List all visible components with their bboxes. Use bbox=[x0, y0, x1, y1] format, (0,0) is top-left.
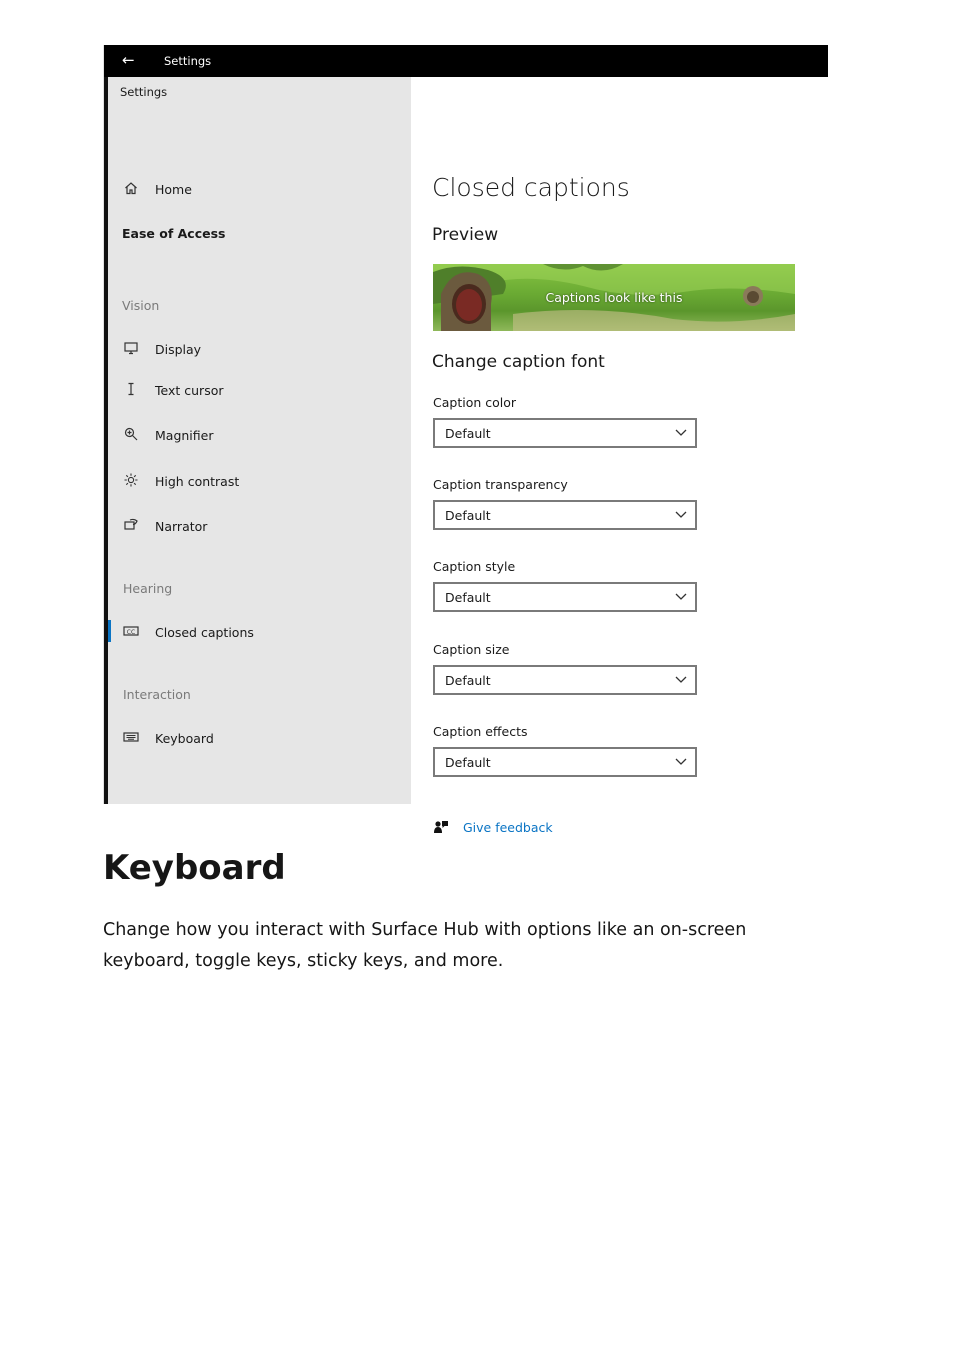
home-icon bbox=[122, 181, 140, 199]
sidebar-item-magnifier[interactable] bbox=[120, 421, 405, 451]
svg-text:CC: CC bbox=[126, 629, 136, 636]
magnifier-icon bbox=[122, 427, 140, 445]
caption-color-label: Caption color bbox=[433, 395, 517, 410]
section-description: Change how you interact with Surface Hub with options like an on-screen keyboard, toggle keys, sticky keys, and more. bbox=[103, 920, 747, 971]
caption-effects-dropdown[interactable] bbox=[433, 747, 697, 777]
back-arrow-icon[interactable]: ← bbox=[122, 51, 135, 69]
sidebar-item-display[interactable] bbox=[120, 335, 405, 365]
caption-transparency-dropdown[interactable] bbox=[433, 500, 697, 530]
caption-style-label: Caption style bbox=[433, 559, 516, 574]
sidebar-item-label: Text cursor bbox=[155, 383, 224, 398]
section-hearing: Hearing bbox=[123, 581, 173, 596]
dropdown-value: Default bbox=[445, 673, 491, 688]
caption-transparency-label: Caption transparency bbox=[433, 477, 568, 492]
sidebar-item-narrator[interactable] bbox=[120, 512, 405, 542]
sidebar-item-label: Keyboard bbox=[155, 731, 214, 746]
preview-caption-text: Captions look like this bbox=[545, 290, 683, 305]
caption-size-label: Caption size bbox=[433, 642, 510, 657]
sidebar-item-label: High contrast bbox=[155, 474, 240, 489]
sidebar-item-home[interactable] bbox=[120, 175, 405, 205]
chevron-down-icon bbox=[674, 588, 688, 602]
sidebar-item-label: Magnifier bbox=[155, 428, 214, 443]
section-heading: Keyboard bbox=[103, 848, 286, 888]
sidebar-category: Ease of Access bbox=[122, 226, 226, 241]
chevron-down-icon bbox=[674, 753, 688, 767]
keyboard-icon bbox=[122, 730, 140, 748]
give-feedback-link[interactable]: Give feedback bbox=[463, 820, 553, 835]
preview-heading: Preview bbox=[432, 225, 499, 245]
caption-effects-label: Caption effects bbox=[433, 724, 528, 739]
dropdown-value: Default bbox=[445, 508, 491, 523]
sidebar-item-label: Display bbox=[155, 342, 202, 357]
caption-size-dropdown[interactable] bbox=[433, 665, 697, 695]
caption-preview-image bbox=[433, 264, 795, 331]
text-cursor-icon bbox=[122, 382, 140, 400]
change-font-heading: Change caption font bbox=[432, 352, 605, 372]
window-title: Settings bbox=[164, 54, 212, 68]
closed-captions-icon bbox=[122, 624, 140, 642]
monitor-icon bbox=[122, 341, 140, 359]
section-interaction: Interaction bbox=[123, 687, 191, 702]
chevron-down-icon bbox=[674, 424, 688, 438]
settings-screenshot bbox=[103, 45, 827, 835]
sidebar-item-label: Home bbox=[155, 182, 192, 197]
sidebar-app-label: Settings bbox=[120, 85, 168, 99]
caption-style-dropdown[interactable] bbox=[433, 582, 697, 612]
dropdown-value: Default bbox=[445, 590, 491, 605]
selection-indicator bbox=[108, 620, 111, 642]
dropdown-value: Default bbox=[445, 426, 491, 441]
sidebar-item-high-contrast[interactable] bbox=[120, 467, 405, 497]
caption-color-dropdown[interactable] bbox=[433, 418, 697, 448]
sidebar bbox=[108, 77, 411, 804]
title-bar bbox=[104, 45, 828, 77]
chevron-down-icon bbox=[674, 506, 688, 520]
sidebar-item-keyboard[interactable] bbox=[120, 724, 405, 754]
sidebar-item-label: Closed captions bbox=[155, 625, 254, 640]
page-title: Closed captions bbox=[432, 173, 630, 202]
sun-icon bbox=[122, 473, 140, 491]
dropdown-value: Default bbox=[445, 755, 491, 770]
feedback-icon bbox=[433, 819, 449, 835]
chevron-down-icon bbox=[674, 671, 688, 685]
sidebar-item-text-cursor[interactable] bbox=[120, 376, 405, 406]
narrator-icon bbox=[122, 518, 140, 536]
main-panel bbox=[411, 77, 827, 835]
section-vision: Vision bbox=[122, 298, 160, 313]
sidebar-item-closed-captions[interactable] bbox=[120, 618, 405, 648]
sidebar-item-label: Narrator bbox=[155, 519, 208, 534]
